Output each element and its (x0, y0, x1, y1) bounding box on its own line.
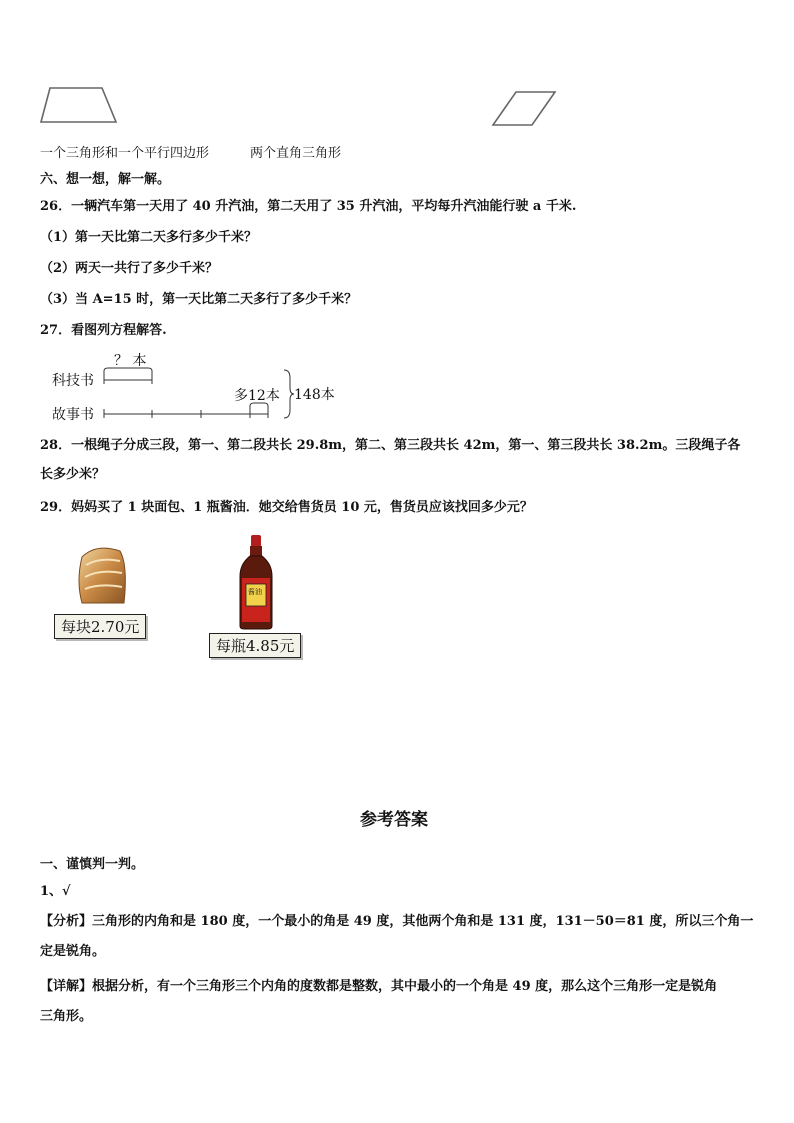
bottle-label: 酱油 (248, 588, 262, 596)
segment-mark-unknown: ？ 本 (114, 353, 147, 369)
parallelogram-shape (492, 90, 562, 128)
q26-stem: 26．一辆汽车第一天用了 40 升汽油，第二天用了 35 升汽油，平均每升汽油能行驶 a 千米. (40, 199, 577, 214)
bread-price-tag: 每块2.70元 (54, 614, 146, 639)
q27-stem: 27．看图列方程解答. (40, 323, 167, 338)
answers-section1: 一、谨慎判一判。 (40, 857, 145, 872)
answer-item1: 1、√ (40, 884, 71, 899)
trapezoid-shape (40, 86, 120, 126)
line-segment-diagram (100, 366, 300, 426)
analysis-line1: 【分析】三角形的内角和是 180 度，一个最小的角是 49 度，其他两个角和是 131 度，131－50＝81 度，所以三个角一 (40, 914, 754, 929)
detail-line2: 三角形。 (40, 1009, 93, 1024)
section-heading: 六、想一想，解一解。 (40, 172, 171, 187)
answers-title: 参考答案 (360, 810, 428, 830)
q28-line1: 28．一根绳子分成三段，第一、第二段共长 29.8m，第二、第三段共长 42m，第一、第三段共长 38.2m。三段绳子各 (40, 438, 741, 453)
detail-line1: 【详解】根据分析，有一个三角形三个内角的度数都是整数，其中最小的一个角是 49 度，那么这个三角形一定是锐角 (40, 979, 718, 994)
soy-sauce-bottle-image (236, 534, 276, 630)
q29-stem: 29．妈妈买了 1 块面包、1 瓶酱油．她交给售货员 10 元，售货员应该找回多少元？ (40, 500, 533, 515)
bread-image (76, 545, 128, 607)
segment-label-science: 科技书 (52, 373, 94, 389)
analysis-line2: 定是锐角。 (40, 944, 106, 959)
q26-sub2: （2）两天一共行了多少千米？ (40, 261, 219, 276)
q26-sub3: （3）当 A=15 时，第一天比第二天多行了多少千米？ (40, 292, 358, 307)
shape-caption-right: 两个直角三角形 (250, 146, 342, 161)
segment-mark-more: 多12本 (234, 388, 280, 404)
q28-line2: 长多少米？ (40, 467, 106, 482)
shape-caption-left: 一个三角形和一个平行四边形 (40, 146, 210, 161)
bottle-price-tag: 每瓶4.85元 (209, 633, 301, 658)
segment-label-story: 故事书 (52, 407, 94, 423)
segment-total: 148本 (294, 387, 335, 403)
q26-sub1: （1）第一天比第二天多行多少千米？ (40, 230, 258, 245)
